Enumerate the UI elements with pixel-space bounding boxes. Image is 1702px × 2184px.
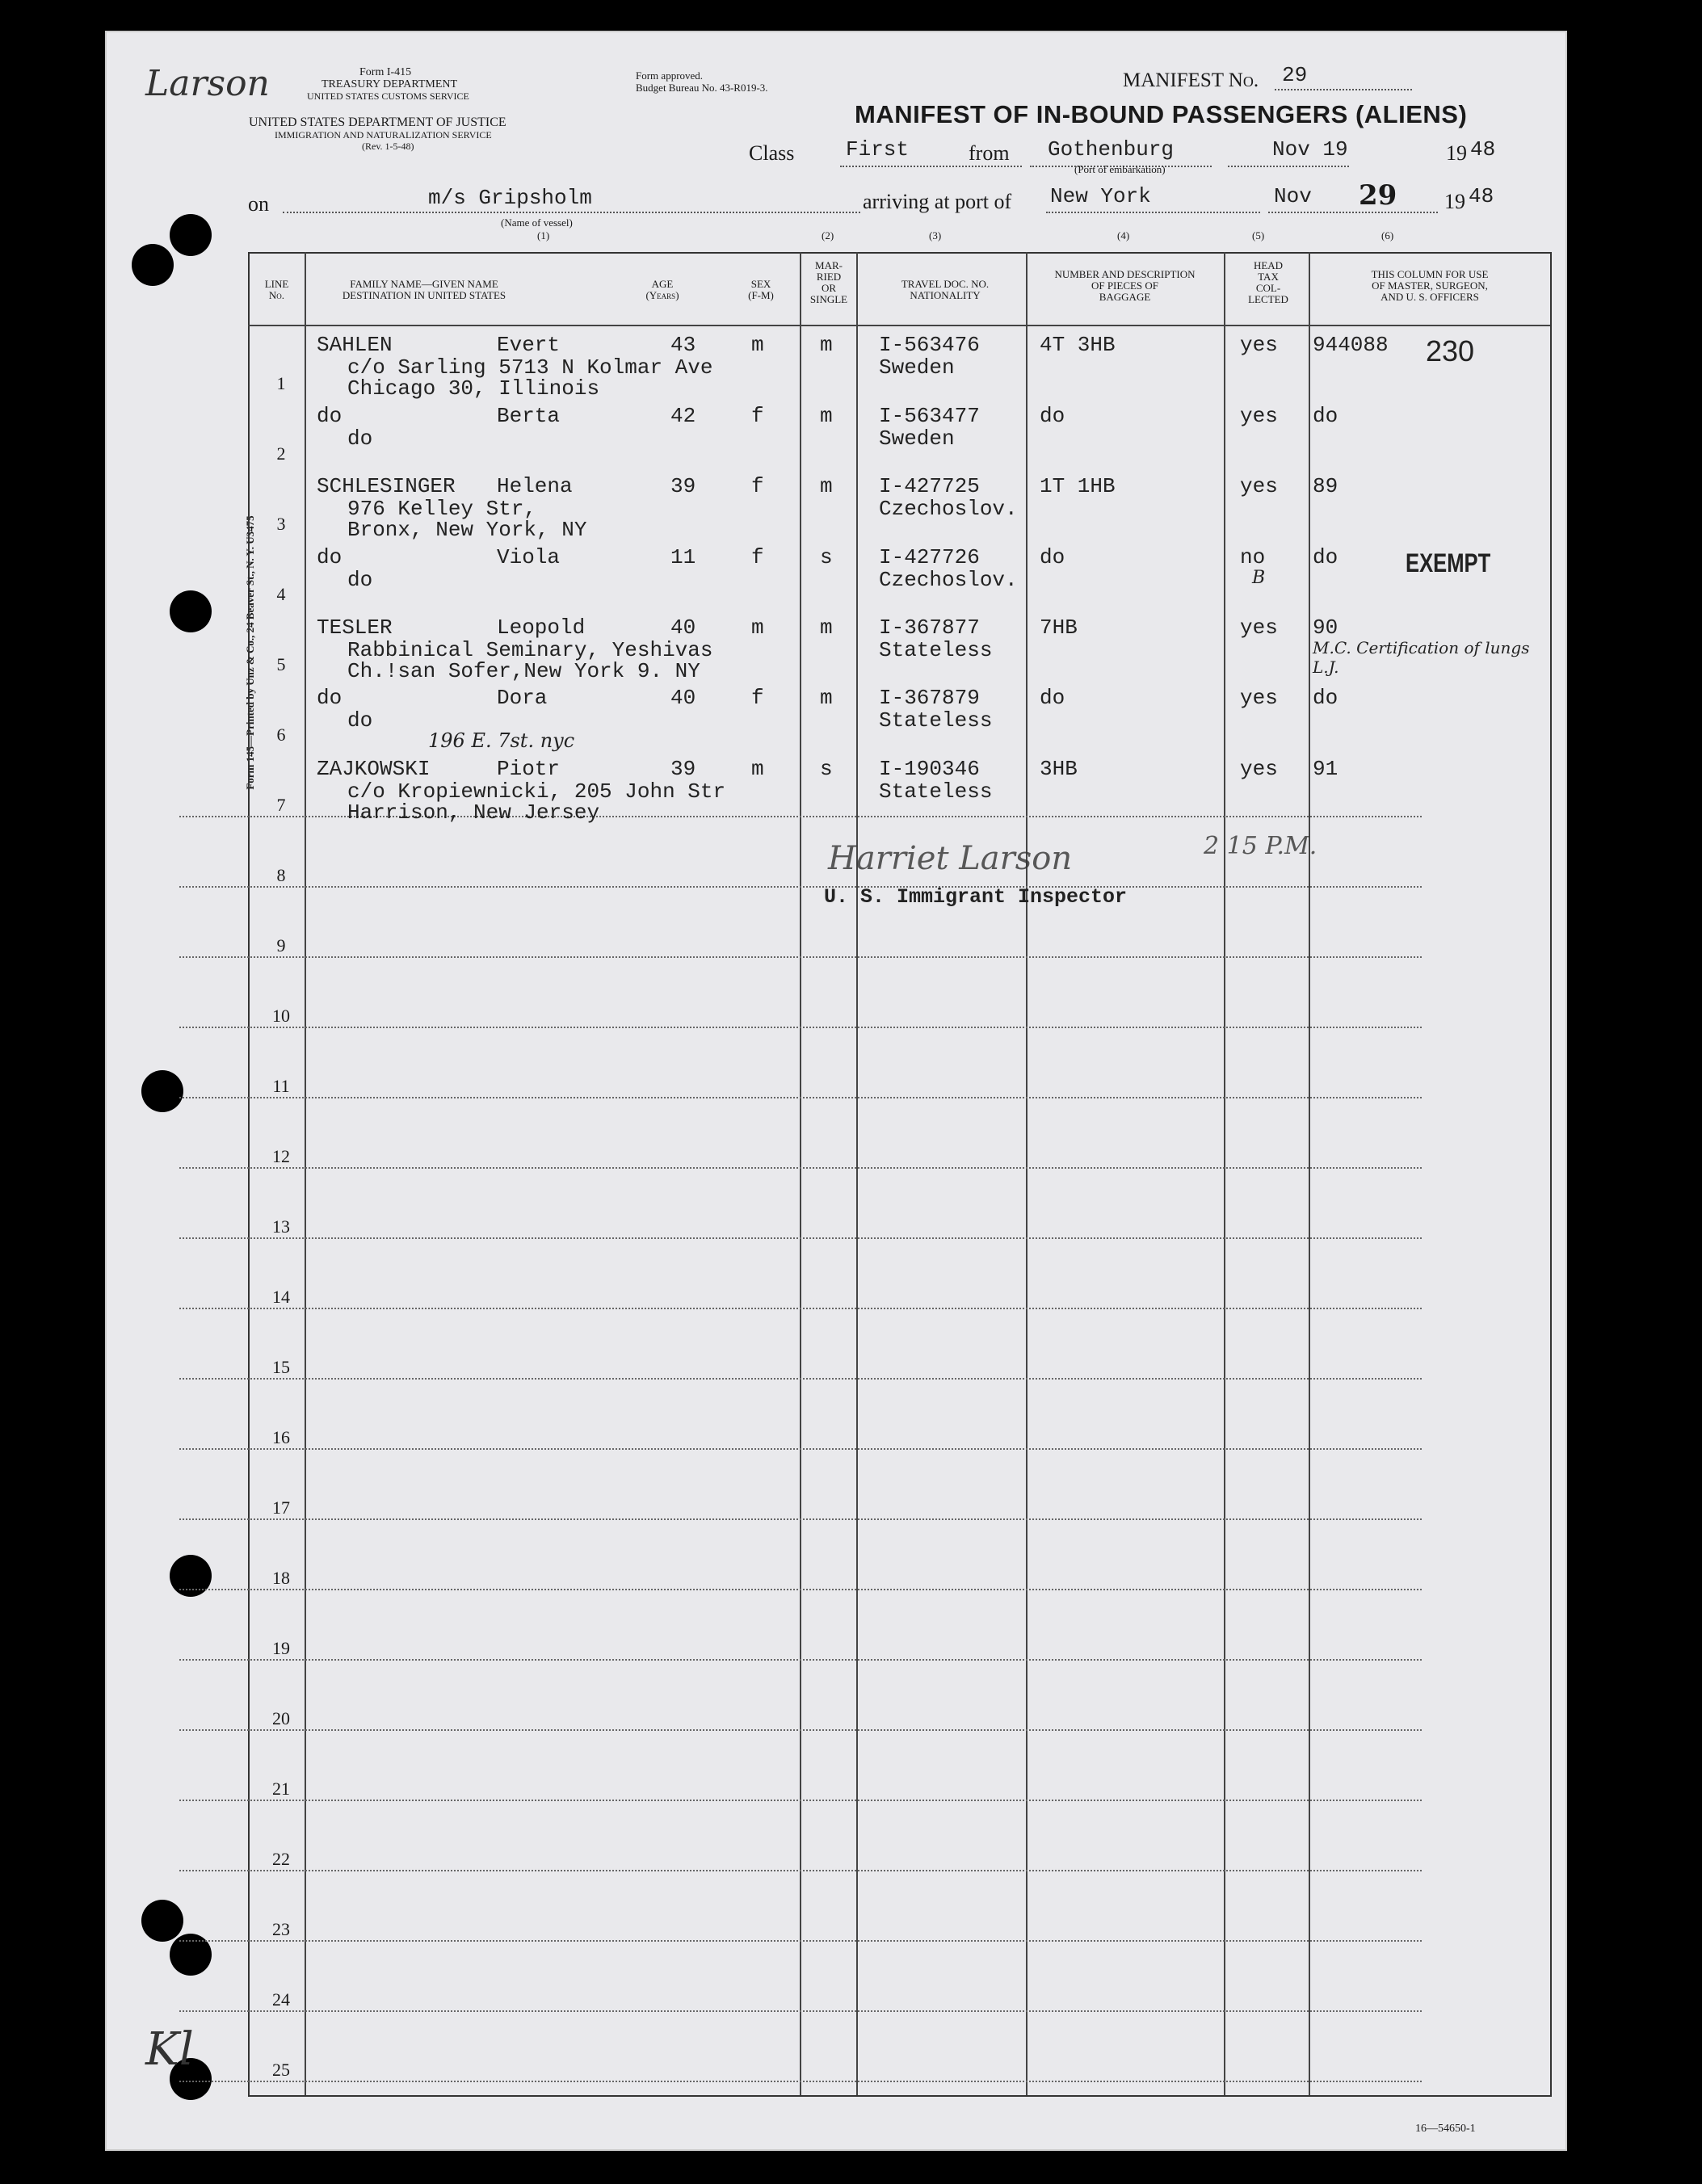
page-title: MANIFEST OF IN-BOUND PASSENGERS (ALIENS) (855, 100, 1468, 128)
dept-customs: UNITED STATES CUSTOMS SERVICE (307, 90, 469, 102)
from-label: from (969, 141, 1010, 165)
travel-doc-no: I-190346 (879, 757, 980, 781)
arrival-year-prefix: 19 (1444, 190, 1465, 213)
punch-hole (170, 590, 212, 632)
col-number-5: (5) (1252, 229, 1265, 242)
head-tax: yes (1240, 404, 1278, 428)
exempt-stamp: EXEMPT (1406, 548, 1491, 578)
col-number-4: (4) (1117, 229, 1130, 242)
destination-line-2: Chicago 30, Illinois (347, 376, 600, 401)
travel-doc-no: I-563476 (879, 333, 980, 357)
manifest-number-line (1275, 89, 1412, 90)
family-name: do (317, 404, 343, 428)
class-label: Class (749, 141, 795, 165)
destination-line-2: Ch.!san Sofer,New York 9. NY (347, 659, 700, 683)
travel-doc-no: I-367877 (879, 615, 980, 640)
line-number: 19 (272, 1638, 290, 1658)
nationality: Czechoslov. (879, 497, 1018, 521)
row-dotted-line (179, 1097, 1422, 1098)
col-number-3: (3) (929, 229, 942, 242)
row-dotted-line (179, 1237, 1422, 1239)
class-value: First (846, 137, 910, 162)
officer-entry: 89 (1313, 474, 1338, 498)
baggage: 3HB (1040, 757, 1078, 781)
line-number: 11 (272, 1076, 290, 1096)
head-tax: yes (1240, 757, 1278, 781)
line-number: 18 (272, 1568, 290, 1588)
footer-code: 16—54650-1 (1415, 2123, 1476, 2135)
departure-date: Nov 19 (1272, 137, 1348, 162)
family-name: SCHLESINGER (317, 474, 456, 498)
given-name: Helena (497, 474, 573, 498)
line-number: 1 (276, 373, 286, 393)
officer-entry-2: 230 (1426, 334, 1475, 368)
line-number: 13 (272, 1216, 290, 1237)
given-name: Evert (497, 333, 561, 357)
row-dotted-line (179, 1659, 1422, 1661)
row-dotted-line (179, 1518, 1422, 1520)
sex: m (751, 757, 764, 781)
margin-note-bottom: Kl (145, 2023, 194, 2076)
head-tax: no (1240, 545, 1266, 569)
line-number: 15 (272, 1357, 290, 1377)
header-head-tax: HEAD TAX COL- LECTED (1248, 259, 1288, 305)
nationality: Stateless (879, 708, 993, 733)
age: 40 (670, 686, 696, 710)
depart-date-line (1228, 166, 1349, 167)
header-married: MAR- RIED OR SINGLE (809, 259, 848, 305)
baggage: 1T 1HB (1040, 474, 1116, 498)
destination-line-1: c/o Kropiewnicki, 205 John Str (347, 779, 726, 804)
header-travel-doc: TRAVEL DOC. NO. NATIONALITY (901, 278, 990, 301)
port-of-embarkation: Gothenburg (1048, 137, 1175, 162)
signature-time: 2 15 P.M. (1204, 832, 1317, 860)
header-name: FAMILY NAME—GIVEN NAME DESTINATION IN UNITED STATES (342, 278, 506, 301)
marital-status: s (820, 545, 833, 569)
punch-hole (141, 1900, 183, 1942)
destination-line-1: 976 Kelley Str, (347, 497, 537, 521)
punch-hole (170, 214, 212, 256)
destination-line-1: Rabbinical Seminary, Yeshivas (347, 638, 713, 662)
manifest-number-label: MANIFEST No. (1123, 69, 1259, 91)
col-divider-travel (1026, 252, 1028, 2095)
row-dotted-line (179, 2010, 1422, 2012)
departure-year: 48 (1470, 137, 1496, 162)
depart-year-prefix: 19 (1446, 141, 1467, 165)
row-dotted-line (179, 1870, 1422, 1871)
row-dotted-line (179, 956, 1422, 958)
class-line (840, 166, 1022, 167)
destination-line-1: c/o Sarling 5713 N Kolmar Ave (347, 355, 713, 380)
baggage: 7HB (1040, 615, 1078, 640)
baggage: do (1040, 686, 1065, 710)
destination-line-1: do (347, 568, 373, 592)
arrival-port-line (1046, 212, 1260, 213)
baggage: do (1040, 545, 1065, 569)
age: 42 (670, 404, 696, 428)
sex: f (751, 404, 764, 428)
col-divider-married (856, 252, 858, 2095)
medical-note: M.C. Certification of lungs L.J. (1313, 638, 1530, 677)
marital-status: m (820, 404, 833, 428)
line-number: 7 (276, 795, 286, 815)
line-number: 21 (272, 1779, 290, 1799)
baggage: do (1040, 404, 1065, 428)
punch-hole (141, 1070, 183, 1112)
sex: f (751, 686, 764, 710)
punch-hole (132, 244, 174, 286)
line-number: 16 (272, 1427, 290, 1447)
col-divider-baggage (1224, 252, 1225, 2095)
arrival-port: New York (1050, 184, 1151, 208)
destination-line-2: Bronx, New York, NY (347, 518, 587, 542)
nationality: Sweden (879, 426, 955, 451)
officer-entry: 90 (1313, 615, 1338, 640)
family-name: SAHLEN (317, 333, 393, 357)
punch-hole (170, 1555, 212, 1597)
arrival-day: 29 (1359, 179, 1397, 212)
row-dotted-line (179, 886, 1422, 888)
line-number: 3 (276, 514, 286, 534)
line-number: 20 (272, 1708, 290, 1728)
destination-line-2: Harrison, New Jersey (347, 800, 600, 825)
family-name: TESLER (317, 615, 393, 640)
row-dotted-line (179, 2081, 1422, 2082)
vessel-line (283, 212, 860, 213)
manifest-number: 29 (1282, 63, 1308, 87)
head-tax: yes (1240, 686, 1278, 710)
inspector-signature: Harriet Larson (828, 840, 1073, 877)
age: 39 (670, 474, 696, 498)
sex: f (751, 545, 764, 569)
travel-doc-no: I-427726 (879, 545, 980, 569)
given-name: Berta (497, 404, 561, 428)
dept-treasury: TREASURY DEPARTMENT (321, 78, 458, 90)
marital-status: m (820, 686, 833, 710)
col-divider-name (800, 252, 801, 2095)
marital-status: m (820, 615, 833, 640)
family-name: do (317, 686, 343, 710)
line-number: 25 (272, 2060, 290, 2080)
given-name: Viola (497, 545, 561, 569)
vessel-col-number: (1) (537, 229, 550, 242)
dept-justice: UNITED STATES DEPARTMENT OF JUSTICE (249, 116, 506, 129)
line-number: 9 (276, 935, 286, 956)
marital-status: m (820, 333, 833, 357)
nationality: Stateless (879, 779, 993, 804)
given-name: Piotr (497, 757, 561, 781)
marital-status: m (820, 474, 833, 498)
destination-line-1: do (347, 426, 373, 451)
printer-imprint: Form 145—Printed by Unz & Co., 24 Beaver St., N. Y. U3475 (244, 515, 256, 790)
row-dotted-line (179, 1729, 1422, 1731)
line-number: 23 (272, 1919, 290, 1939)
line-number: 2 (276, 443, 286, 464)
nationality: Czechoslov. (879, 568, 1018, 592)
travel-doc-no: I-427725 (879, 474, 980, 498)
marital-status: s (820, 757, 833, 781)
row-dotted-line (179, 1448, 1422, 1450)
travel-doc-no: I-563477 (879, 404, 980, 428)
age: 39 (670, 757, 696, 781)
dept-ins: IMMIGRATION AND NATURALIZATION SERVICE (275, 129, 492, 141)
family-name: do (317, 545, 343, 569)
handwritten-address: 196 E. 7st. nyc (428, 729, 575, 752)
line-number: 10 (272, 1006, 290, 1026)
row-dotted-line (179, 1378, 1422, 1380)
line-number: 5 (276, 654, 286, 674)
travel-doc-no: I-367879 (879, 686, 980, 710)
family-name: ZAJKOWSKI (317, 757, 431, 781)
arrival-year: 48 (1469, 184, 1494, 208)
line-number: 8 (276, 865, 286, 885)
nationality: Sweden (879, 355, 955, 380)
nationality: Stateless (879, 638, 993, 662)
form-revision: (Rev. 1-5-48) (362, 141, 414, 152)
header-line-no: LINE No. (264, 278, 289, 301)
row-dotted-line (179, 1308, 1422, 1309)
arrival-date-line (1268, 212, 1438, 213)
inspector-label: U. S. Immigrant Inspector (824, 885, 1128, 909)
officer-entry: do (1313, 404, 1338, 428)
head-tax: yes (1240, 333, 1278, 357)
header-age: AGE (Years) (645, 278, 679, 301)
header-officers: THIS COLUMN FOR USE OF MASTER, SURGEON, AND U. S. OFFICERS (1371, 268, 1489, 303)
sex: m (751, 615, 764, 640)
line-number: 14 (272, 1287, 290, 1307)
line-number: 6 (276, 724, 286, 745)
line-number: 17 (272, 1497, 290, 1518)
vessel-caption: (Name of vessel) (501, 216, 573, 229)
head-tax: yes (1240, 615, 1278, 640)
on-label: on (248, 192, 269, 216)
officer-entry: do (1313, 686, 1338, 710)
header-baggage: NUMBER AND DESCRIPTION OF PIECES OF BAGGAGE (1054, 268, 1196, 303)
given-name: Leopold (497, 615, 586, 640)
officer-entry: 944088 (1313, 333, 1389, 357)
form-approved: Form approved. (636, 69, 704, 82)
officer-entry: do (1313, 545, 1338, 569)
baggage: 4T 3HB (1040, 333, 1116, 357)
given-name: Dora (497, 686, 548, 710)
line-number: 22 (272, 1849, 290, 1869)
line-number: 4 (276, 584, 286, 604)
col-divider-tax (1309, 252, 1310, 2095)
row-dotted-line (179, 1800, 1422, 1801)
arriving-label: arriving at port of (863, 190, 1012, 213)
sex: f (751, 474, 764, 498)
vessel-name: m/s Gripsholm (428, 186, 592, 210)
margin-note-top: Larson (145, 63, 270, 104)
header-sex: SEX (F-M) (748, 278, 774, 301)
col-number-2: (2) (822, 229, 834, 242)
port-caption: (Port of embarkation) (1074, 163, 1166, 175)
arrival-month: Nov (1274, 184, 1312, 208)
age: 43 (670, 333, 696, 357)
age: 11 (670, 545, 696, 569)
row-dotted-line (179, 1589, 1422, 1590)
row-dotted-line (179, 1167, 1422, 1169)
destination-line-1: do (347, 708, 373, 733)
line-number: 12 (272, 1146, 290, 1166)
head-tax-note: B (1252, 568, 1266, 588)
form-number: Form I-415 (359, 66, 412, 78)
row-dotted-line (179, 1027, 1422, 1028)
col-number-6: (6) (1381, 229, 1394, 242)
age: 40 (670, 615, 696, 640)
row-dotted-line (179, 1940, 1422, 1942)
officer-entry: 91 (1313, 757, 1338, 781)
header-divider (248, 325, 1550, 326)
line-number: 24 (272, 1989, 290, 2010)
sex: m (751, 333, 764, 357)
budget-bureau: Budget Bureau No. 43-R019-3. (636, 82, 768, 94)
head-tax: yes (1240, 474, 1278, 498)
